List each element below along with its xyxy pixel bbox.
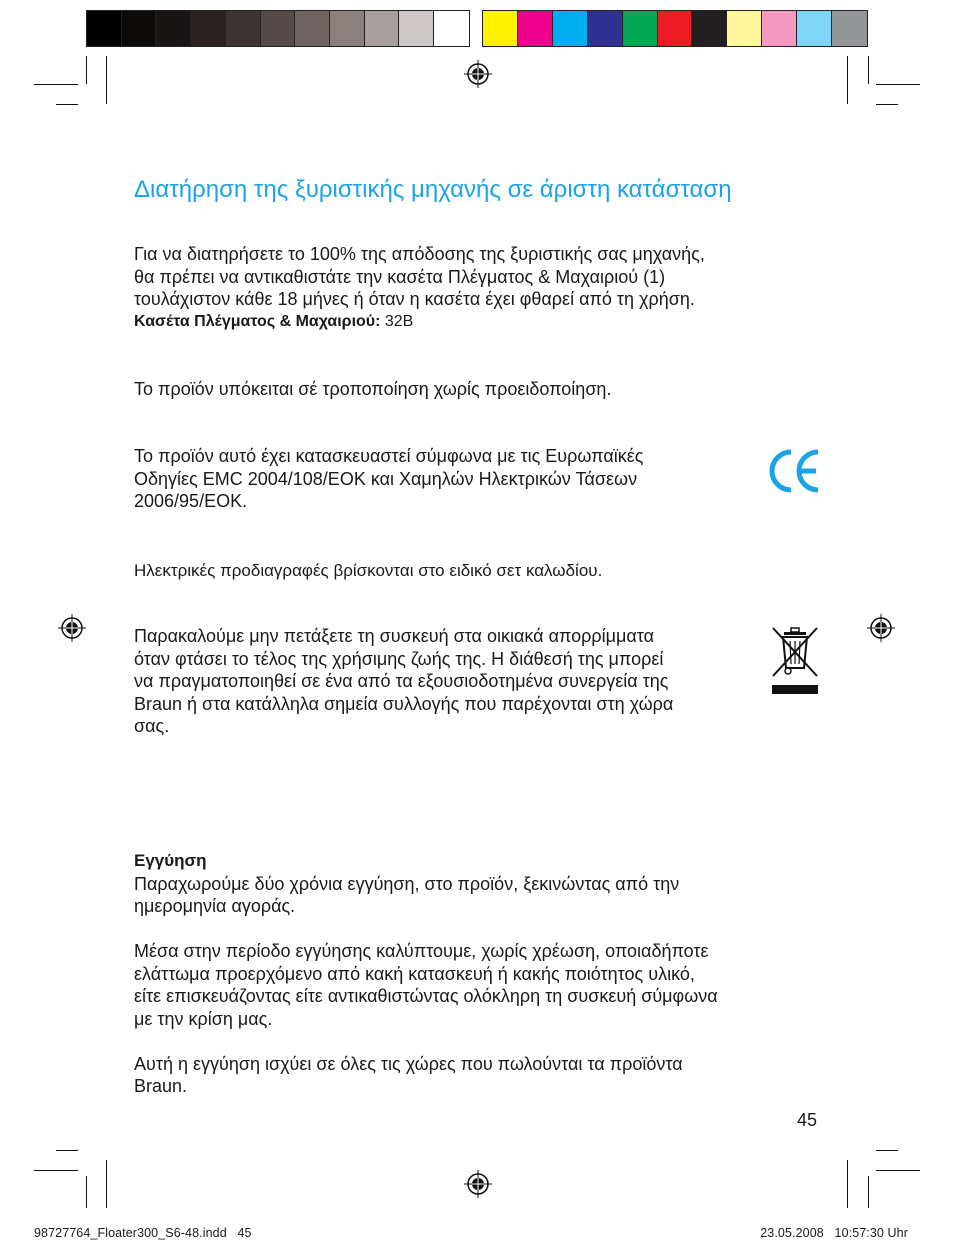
crop-mark-top-left-v2 bbox=[86, 56, 87, 84]
crop-mark-bottom-right-h2 bbox=[876, 1170, 920, 1171]
crop-mark-bottom-right-h bbox=[876, 1150, 898, 1151]
crop-mark-bottom-right-v bbox=[847, 1160, 848, 1208]
grayscale-swatch bbox=[87, 11, 122, 46]
grayscale-swatch bbox=[399, 11, 434, 46]
crop-mark-bottom-left-h bbox=[56, 1150, 78, 1151]
grayscale-swatch bbox=[295, 11, 330, 46]
color-swatch bbox=[692, 11, 727, 46]
intro-paragraph bbox=[134, 243, 705, 333]
color-swatch bbox=[588, 11, 623, 46]
electrical-specs-note: Ηλεκτρικές προδιαγραφές βρίσκονται στο ειδικό σετ καλωδίου. bbox=[134, 561, 603, 580]
warranty-line: είτε επισκευάζοντας είτε αντικαθιστώντας ολόκληρη τη συσκευή σύμφωνα bbox=[134, 986, 718, 1006]
slug-file-info: 98727764_Floater300_S6-48.indd 45 bbox=[34, 1226, 252, 1240]
compliance-paragraph bbox=[134, 445, 643, 513]
color-swatch bbox=[727, 11, 762, 46]
warranty-line: ελάττωμα προερχόμενο από κακή κατασκευή ή κακής ποιότητος υλικό, bbox=[134, 963, 695, 984]
color-swatch bbox=[623, 11, 658, 46]
slug-timestamp: 23.05.2008 10:57:30 Uhr bbox=[760, 1226, 908, 1240]
color-swatch bbox=[658, 11, 693, 46]
disposal-line: όταν φτάσει το τέλος της χρήσιμης ζωής της. Η διάθεσή της μπορεί bbox=[134, 648, 664, 669]
grayscale-swatch bbox=[434, 11, 469, 46]
modification-notice: Το προϊόν υπόκειται σέ τροποποίηση χωρίς προειδοποίηση. bbox=[134, 379, 612, 399]
grayscale-swatch bbox=[156, 11, 191, 46]
warranty-line: ημερομηνία αγοράς. bbox=[134, 896, 296, 916]
warranty-line: με την κρίση μας. bbox=[134, 1008, 273, 1029]
crossed-bin-icon bbox=[769, 624, 821, 698]
page-heading: Διατήρηση της ξυριστικής μηχανής σε άριστη κατάσταση bbox=[134, 176, 732, 203]
crop-mark-top-left-h bbox=[34, 84, 78, 85]
disposal-paragraph bbox=[134, 625, 673, 738]
grayscale-swatch bbox=[261, 11, 296, 46]
registration-mark-bottom-icon bbox=[462, 1168, 494, 1200]
replacement-part bbox=[134, 311, 705, 334]
crop-mark-top-left-h2 bbox=[56, 104, 78, 105]
registration-mark-top-icon bbox=[462, 58, 494, 90]
grayscale-calibration-bar bbox=[86, 10, 470, 47]
color-swatch bbox=[832, 11, 867, 46]
disposal-line: Braun ή στα κατάλληλα σημεία συλλογής που παρέχονται στη χώρα bbox=[134, 693, 674, 714]
replacement-part-label: Κασέτα Πλέγματος & Μαχαιριού: bbox=[134, 312, 381, 330]
crop-mark-bottom-right-v2 bbox=[868, 1176, 869, 1208]
disposal-line: να πραγματοποιηθεί σε ένα από τα εξουσιοδοτημένα συνεργεία της bbox=[134, 671, 669, 691]
compliance-line: Το προϊόν αυτό έχει κατασκευαστεί σύμφωνα με τις Ευρωπαϊκές bbox=[134, 446, 644, 466]
registration-mark-left-icon bbox=[56, 612, 88, 644]
crop-mark-top-right-h bbox=[876, 84, 920, 85]
crop-mark-bottom-left-h2 bbox=[34, 1170, 78, 1171]
disposal-line: σας. bbox=[134, 716, 170, 736]
crop-mark-top-right-h2 bbox=[876, 104, 898, 105]
warranty-title: Εγγύηση bbox=[134, 851, 207, 870]
color-swatch bbox=[797, 11, 832, 46]
grayscale-swatch bbox=[365, 11, 400, 46]
warranty-line: Παραχωρούμε δύο χρόνια εγγύηση, στο προϊόν, ξεκινώντας από την bbox=[134, 873, 680, 894]
replacement-part-value: 32B bbox=[380, 312, 414, 330]
grayscale-swatch bbox=[122, 11, 157, 46]
warranty-line: Braun. bbox=[134, 1076, 188, 1096]
crop-mark-top-right-v bbox=[847, 56, 848, 104]
crop-mark-bottom-left-v2 bbox=[86, 1176, 87, 1208]
page-number: 45 bbox=[797, 1110, 818, 1130]
disposal-line: Παρακαλούμε μην πετάξετε τη συσκευή στα οικιακά απορρίμματα bbox=[134, 626, 655, 646]
intro-line: θα πρέπει να αντικαθιστάτε την κασέτα Πλέγματος & Μαχαιριού (1) bbox=[134, 266, 666, 287]
color-swatch bbox=[483, 11, 518, 46]
ce-mark-icon bbox=[768, 448, 822, 494]
compliance-line: Οδηγίες EMC 2004/108/EOK και Χαμηλών Ηλεκτρικών Τάσεων bbox=[134, 468, 638, 489]
color-swatch bbox=[762, 11, 797, 46]
warranty-line: Αυτή η εγγύηση ισχύει σε όλες τις χώρες που πωλούνται τα προϊόντα bbox=[134, 1053, 683, 1074]
color-swatch bbox=[553, 11, 588, 46]
registration-mark-right-icon bbox=[865, 612, 897, 644]
intro-line: Για να διατηρήσετε το 100% της απόδοσης της ξυριστικής σας μηχανής, bbox=[134, 244, 705, 264]
crop-mark-bottom-left-v bbox=[106, 1160, 107, 1208]
crop-mark-top-right-v2 bbox=[868, 56, 869, 84]
warranty-section bbox=[134, 850, 718, 1098]
color-swatch bbox=[518, 11, 553, 46]
intro-line: τουλάχιστον κάθε 18 μήνες ή όταν η κασέτα έχει φθαρεί από τη χρήση. bbox=[134, 289, 695, 309]
grayscale-swatch bbox=[330, 11, 365, 46]
compliance-line: 2006/95/EOK. bbox=[134, 491, 248, 511]
warranty-line: Μέσα στην περίοδο εγγύησης καλύπτουμε, χωρίς χρέωση, οποιαδήποτε bbox=[134, 941, 709, 961]
crop-mark-top-left-v bbox=[106, 56, 107, 104]
color-calibration-bar bbox=[482, 10, 868, 47]
grayscale-swatch bbox=[191, 11, 226, 46]
grayscale-swatch bbox=[226, 11, 261, 46]
